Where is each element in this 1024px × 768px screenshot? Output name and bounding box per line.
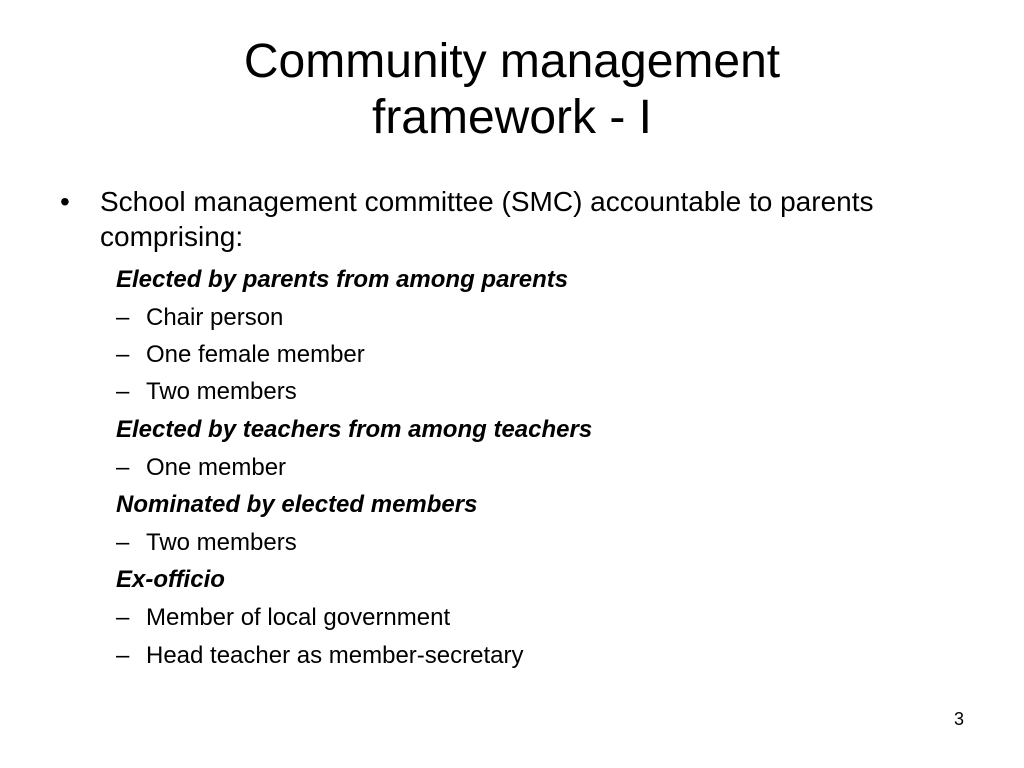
- list-item-text: One female member: [146, 341, 365, 368]
- list-item: [116, 528, 297, 558]
- list-item: [116, 603, 450, 633]
- list-item-text: Head teacher as member-secretary: [146, 642, 524, 669]
- page-number: 3: [953, 709, 964, 729]
- slide-title: [112, 34, 912, 146]
- list-item: [116, 303, 283, 333]
- dash-icon: –: [116, 341, 130, 368]
- list-item: [116, 377, 297, 407]
- title-line-1: Community management: [243, 35, 781, 88]
- main-bullet: [60, 184, 960, 254]
- group-heading-nominated: Nominated by elected members: [116, 491, 478, 518]
- list-item-text: One member: [146, 454, 287, 481]
- list-item: [116, 641, 523, 671]
- dash-icon: –: [116, 378, 130, 405]
- list-item: [116, 340, 365, 370]
- list-item-text: Two members: [146, 378, 297, 405]
- dash-icon: –: [116, 529, 130, 556]
- list-item-text: Member of local government: [146, 604, 451, 631]
- list-item-text: Chair person: [146, 304, 284, 331]
- list-item-text: Two members: [146, 529, 297, 556]
- bullet-dot-icon: •: [60, 186, 70, 217]
- group-heading-ex-officio: Ex-officio: [116, 566, 225, 593]
- dash-icon: –: [116, 642, 130, 669]
- dash-icon: –: [116, 304, 130, 331]
- list-item: [116, 453, 286, 483]
- title-line-2: framework - I: [371, 91, 653, 144]
- group-heading-teachers: Elected by teachers from among teachers: [116, 416, 593, 443]
- group-heading-parents: Elected by parents from among parents: [116, 266, 569, 293]
- dash-icon: –: [116, 454, 130, 481]
- main-bullet-text: School management committee (SMC) accountable to parents comprising:: [100, 186, 874, 252]
- dash-icon: –: [116, 604, 130, 631]
